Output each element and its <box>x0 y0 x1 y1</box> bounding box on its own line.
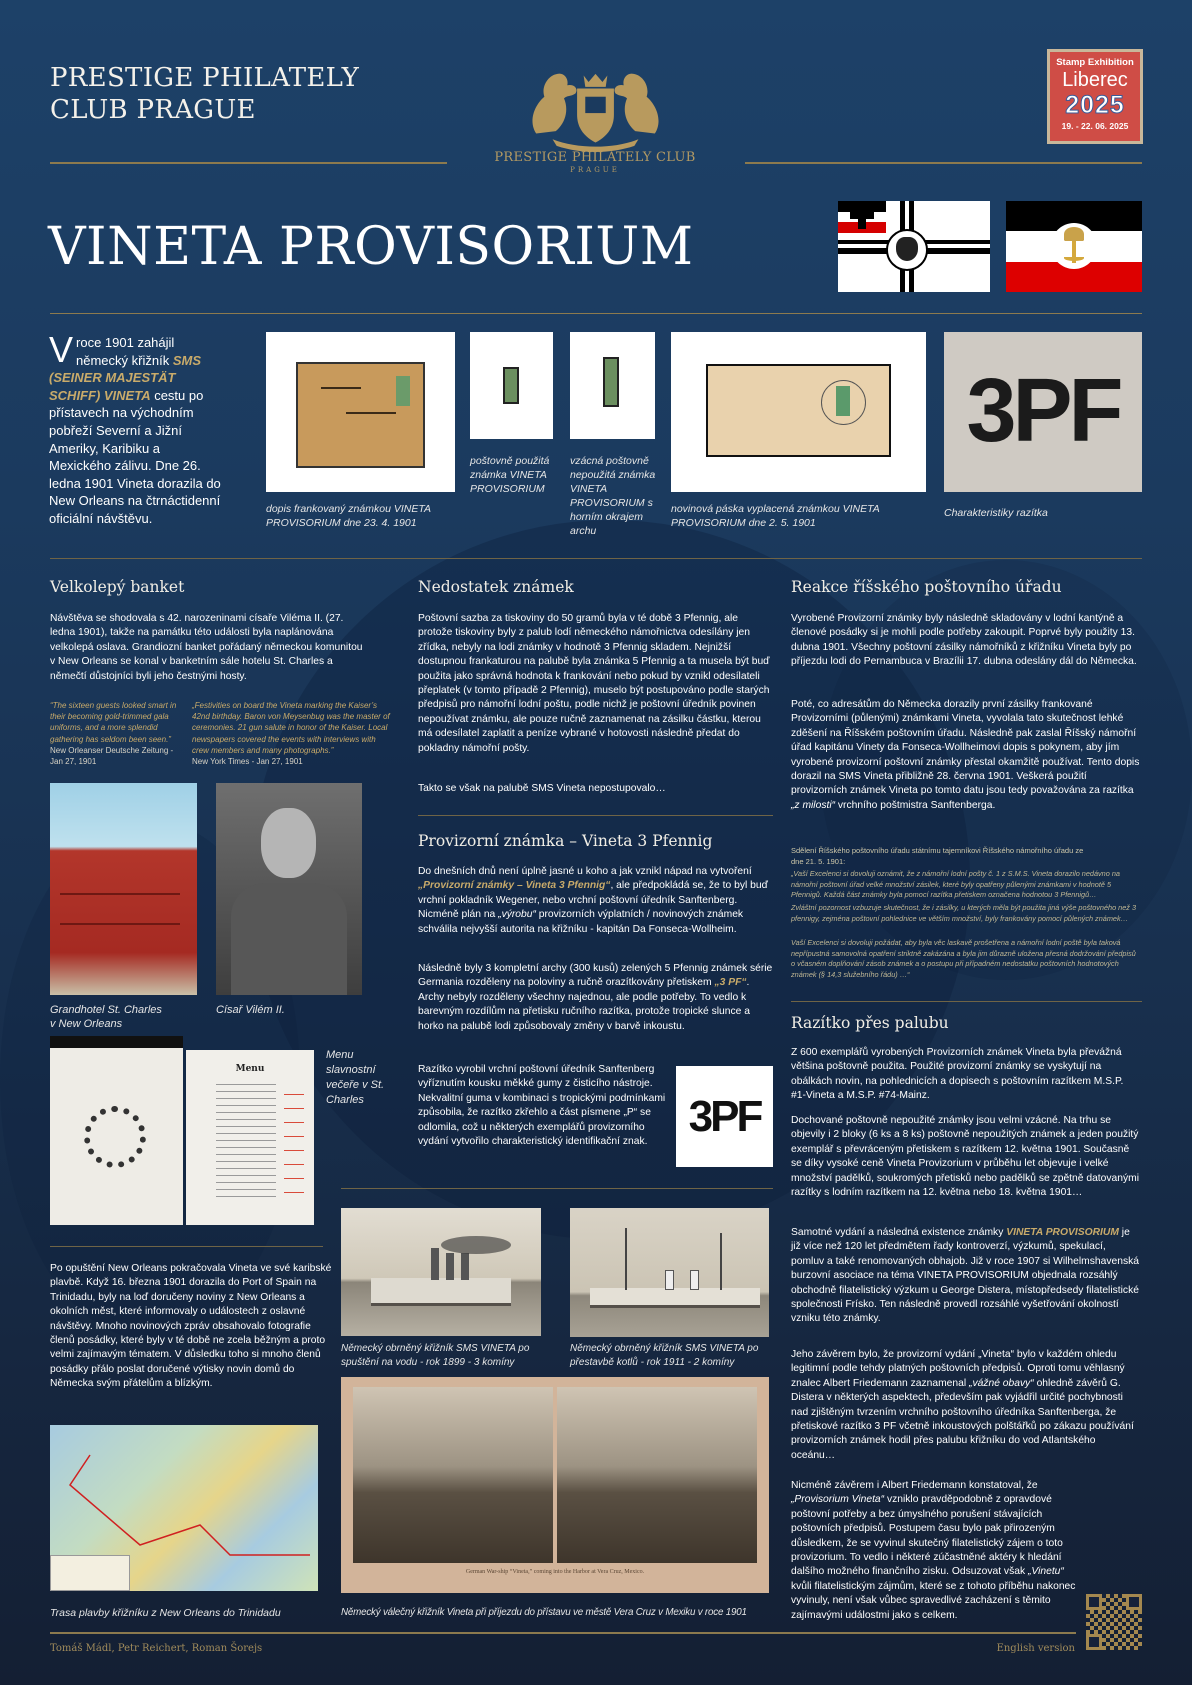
kaiser-caption: Císař Vilém II. <box>216 1004 285 1016</box>
provisional-p2-a: Následně byly 3 kompletní archy (300 kusů) zelených 5 Pfennig známek série Germania rozděleny na poloviny a ručně orazítkovány přetiskem <box>418 963 773 989</box>
menu-page-title: Menu <box>235 1064 265 1074</box>
menu-cover-image <box>50 1036 183 1225</box>
provisional-p1-highlight: „Provizorní známky – Vineta 3 Pfennig“ <box>418 880 611 892</box>
shortage-text: Poštovní sazba za tiskoviny do 50 gramů byla v té době 3 Pfennig, ale protože tiskoviny byly z palub lodí německého námořnictva odesílány jen zřídka, nebyly na lodi známky v hodnotě 3 Pfennig skladem. Nejnižší dostupnou frankaturou na palubě byla známka 5 Pfennig a ta musela být buď použita jako správná hodnota k frankování nebo pokud by vznikl odesílateli přeplatek (v tomto případě 2 Pfennig), muselo být postupováno podle starých předpisů pro námořní lodní poštu, podle nichž je poštovní úředník povinen nepoužívat známku, ale pouze ručně zaznamenat na zásilku částku, kterou má odesílatel zaplatit a peníze vybrané v hotovosti následně předat do pokladny námořní pošty. <box>418 613 770 754</box>
reaction-p2-a: Poté, co adresátům do Německa dorazily první zásilky frankované Provizorními (půlenými) známkami Vineta, vyvolala tato skutečnost lehké zděšení na Říšském poštovním úřadu. Následně pak zaslal Říšský námořní úřad kapitánu Vinety da Fonseca-Wollheimovi dopis s pokynem, aby jím vyrobené provizorní poštovní známky přestal okamžitě používat. Tento dopis dorazil na SMS Vineta přibližně 28. června 1901. Veškerá použití provizorních známek Vineta po tomto datu jsou tedy považována za razítka <box>791 699 1140 797</box>
overboard-p5-a: Nicméně závěrem i Albert Friedemann konstatoval, že <box>791 1480 1038 1491</box>
overboard-p5-b: vzniklo pravděpodobně z opravdové poštovní potřeby a bez úmyslného porušení stávajících poštovních předpisů. Postupem času bylo pak přirozeným důsledkem, že se vyvinul skutečný filatelistický zájem o toto provizorium. To vedlo i některé zúčastněné aktéry k hledání dalšího možného finančního zisku. Odsuzovat však <box>791 1494 1063 1578</box>
menu-caption: Menu slavnostní večeře v St. Charles <box>326 1049 385 1106</box>
footer-divider <box>50 1632 1076 1634</box>
overboard-text-3 <box>791 1226 1141 1327</box>
postmark-characteristics-image <box>944 332 1142 492</box>
shortage-text-2: Takto se však na palubě SMS Vineta nepostupovalo… <box>418 783 666 794</box>
badge-line1: Stamp Exhibition <box>1056 57 1134 68</box>
kaiser-wilhelm-portrait-image <box>216 783 362 995</box>
provisional-p2-highlight: „3 PF“ <box>714 977 747 989</box>
newspaper-wrapper-image <box>671 332 926 492</box>
shortage-heading: Nedostatek známek <box>418 578 574 596</box>
reaction-p2-b: vrchního poštmistra Sanftenberga. <box>835 799 996 811</box>
column1-divider <box>50 1246 323 1247</box>
badge-line2: Liberec <box>1062 69 1128 91</box>
intro-highlight: SMS (SEINER MAJESTÄT SCHIFF) VINETA <box>49 352 201 403</box>
hotel-st-charles-image <box>50 783 197 995</box>
gallery-caption-1: dopis frankovaný známkou VINETA PROVISORIUM dne 23. 4. 1901 <box>266 503 431 529</box>
gallery-caption-4: novinová páska vyplacená známkou VINETA PROVISORIUM dne 2. 5. 1901 <box>671 503 880 529</box>
badge-year: 2025 <box>1065 91 1125 119</box>
3pf-stamp-mark-image <box>676 1066 773 1167</box>
overboard-p3-highlight: VINETA PROVISORIUM <box>1006 1227 1119 1238</box>
column2-divider <box>418 815 773 816</box>
memo-paragraph-2: Zvláštní pozornost vzbuzuje skutečnost, že i zásilky, u kterých měla být použita jiná výše poštovného než 3 pfennigy, zejména poštovní pohlednice ve větším množství, byly frankovány pomocí půlených známek… <box>791 903 1137 923</box>
overboard-text-2: Dochované poštovně nepoužité známky jsou velmi vzácné. Na trhu se objevily i 2 bloky (6 ks a 8 ks) poštovně nepoužitých známek a jeden použitý exemplář s převráceným přetiskem s razítkem 12. května 1901. Současně se díky vysoké ceně Vineta Provizorium v průběhu let objevuje i velké množství padělků, soukromých přetisků nebo padělků se zpětně datovanými razítky s lodním razítkem na 12. května nebo 18. května 1901… <box>791 1115 1139 1199</box>
overboard-p4-b: ohledně závěrů G. Distera v některých aspektech, především pak vyjádřil určité pochybnosti nad zjištěným tvrzením vrchního poštovního úředníka Sanftenberga, že přetiskové razítko 3 PF včetně inkoustových polštářků po zákazu používání provizorních známek hodil přes palubu křižníku do vod Atlantského oceánu… <box>791 1377 1134 1461</box>
club-crest-logo-icon <box>503 64 688 154</box>
route-map-image <box>50 1425 318 1591</box>
vineta-1899-postcard-image <box>341 1208 541 1336</box>
provisional-text-3: Razítko vyrobil vrchní poštovní úředník Sanftenberg vyříznutím kousku měkké gumy z čisticího nástroje. Nekvalitní guma v kombinaci s tropickými podmínkami způsobila, že razítko zkřehlo a část písmene „P“ se odlomila, což u některých exemplářů provizorního vydání vytvořilo charakteristický identifikační znak. <box>418 1064 666 1148</box>
provisional-p1-c: provizorních výplatních / novinových známek schválila nejvyšší autorita na křižníku - kapitán Da Fonseca-Wollheim. <box>418 909 744 935</box>
cover-letter-image <box>266 332 455 492</box>
reaction-text-2 <box>791 698 1141 813</box>
qr-code-icon[interactable] <box>1086 1594 1142 1650</box>
hotel-caption: Grandhotel St. Charles v New Orleans <box>50 1004 162 1030</box>
stereo-card-label: German War-ship “Vineta,” coming into the Harbor at Vera Cruz, Mexico. <box>465 1569 645 1575</box>
header-divider-right <box>745 162 1142 164</box>
menu-page-image <box>186 1050 314 1225</box>
gallery-caption-5: Charakteristiky razítka <box>944 507 1048 519</box>
provisional-p1-a: Do dnešních dnů není úplně jasné u koho a jak vznikl nápad na vytvoření <box>418 866 752 877</box>
reaction-p2-em: „z milosti“ <box>791 799 836 811</box>
reaction-text-1: Vyrobené Provizorní známky byly následně skladovány v lodní kantýně a členové posádky si je mohli podle potřeby zakoupit. Poprvé byly použity 13. dubna 1901. Všechny poštovní zásilky námořníků z křižníku Vineta byly po příjezdu lodi do Pernambuca v Brazílii 17. dubna odeslány dál do Německa. <box>791 613 1137 668</box>
map-caption: Trasa plavby křižníku z New Orleans do Trinidadu <box>50 1607 281 1619</box>
vineta-1911-postcard-image <box>570 1208 769 1337</box>
postmark-3pf-text: 3PF <box>966 361 1120 461</box>
club-title <box>50 62 359 126</box>
overboard-p4-a: Jeho závěrem bylo, že provizorní vydání „Vineta“ bylo v každém ohledu legitimní podle tehdy platných poštovních předpisů. Oproti tomu věhlasný znalec Albert Friedemann zaznamenal <box>791 1349 1125 1389</box>
overboard-p4-em: „vážné obavy“ <box>969 1377 1034 1389</box>
overboard-p5-em2: „Vinetu“ <box>1027 1566 1064 1578</box>
voyage-text: Po opuštění New Orleans pokračovala Vineta ve své karibské plavbě. Když 16. března 1901 dorazila do Port of Spain na Trinidadu, byly na loď doručeny noviny z New Orleans a okolních měst, které informovaly o událostech z oslavné návštěvy. Mnoho novinových zpráv obsahovalo fotografie členů posádky, které byly v té době ne zcela běžným a proto velmi zajímavým tématem. V důsledku toho si mnoho členů posádky přálo poslat doručené výtisky novin domů do Německa svým přátelům a blízkým. <box>50 1263 332 1390</box>
vera-cruz-caption: Německý válečný křižník Vineta při příjezdu do přístavu ve městě Vera Cruz v Mexiku v roce 1901 <box>341 1607 747 1618</box>
column3-divider <box>791 1001 1142 1002</box>
overboard-p3-a: Samotné vydání a následná existence známky <box>791 1227 1007 1238</box>
memo-paragraph-3: Vaší Excelenci si dovoluji požádat, aby byla věc laskavě prošetřena a námořní lodní poště byla taková nepřípustná samovolná opatření striktně zakázána a byla jim důrazně uložena přesná dodržování předpisů o včasném doplňování zásob známek a o postupu při případném nedostatku poštovních hodnotových známek (§ 14,3 služebního řádu) …“ <box>791 938 1136 979</box>
provisional-p2-b: . Archy nebyly rozděleny všechny najednou, ale podle potřeby. To vedlo k barevným rozdílům na přetisku ručního razítka, protože tropické slunce a horko na palubě lodi způsobovaly změny v barvě inkoustu. <box>418 977 750 1032</box>
ship-1899-caption: Německý obrněný křižník SMS VINETA po spuštění na vodu - rok 1899 - 3 komíny <box>341 1343 530 1368</box>
badge-dates: 19. - 22. 06. 2025 <box>1061 121 1129 131</box>
provisional-p1-em: „výrobu“ <box>498 909 536 921</box>
unused-stamp-image <box>570 332 655 439</box>
club-title-line2: CLUB PRAGUE <box>50 95 256 125</box>
intro-text-b: cestu po přístavech na východním pobřeží Severní a Jižní Ameriky, Karibiku a Mexického zálivu. Dne 26. ledna 1901 Vineta dorazila do New Orleans na čtrnáctidenní oficiální návštěvu. <box>49 387 221 526</box>
exhibition-badge[interactable] <box>1047 49 1143 144</box>
provisional-text-2 <box>418 962 773 1034</box>
gallery-caption-3: vzácná poštovně nepoužitá známka VINETA PROVISORIUM s horním okrajem archu <box>570 455 656 537</box>
reichspost-ship-flag-icon <box>1006 201 1142 292</box>
intro-paragraph <box>49 329 221 528</box>
overboard-p5-c: kvůli filatelistickým zájmům, které se z tohoto příběhu nakonec vyvinuly, není však vůbec spravedlivé zacházení s těmito zajímavými událostmi jako s celkem. <box>791 1580 1076 1621</box>
provisional-text-1 <box>418 865 773 937</box>
title-divider <box>50 313 1142 314</box>
ship-1911-caption: Německý obrněný křižník SMS VINETA po přestavbě kotlů - rok 1911 - 2 komíny <box>570 1343 759 1368</box>
3pf-stamp-mark-text: 3PF <box>688 1092 761 1141</box>
english-version-link[interactable]: English version <box>996 1643 1075 1654</box>
overboard-text-1: Z 600 exemplářů vyrobených Provizorních známek Vineta byla převážná většina poštovně použita. Použité provizorní známky se vyskytují na obálkách novin, na pohlednicích a dopisech s poštovním razítkem M.S.P. #1-Vineta a M.S.P. #74-Mainz. <box>791 1047 1124 1102</box>
memo-paragraph-1: „Vaší Excelenci si dovoluji oznámit, že z námořní lodní pošty č. 1 z S.M.S. Vineta dorazilo nedávno na námořní poštovní úřad velké množství zásilek, které byly opatřeny půlenými známkami v hodnotě 5 Pfennigů. Každá část známky byla pomocí razítka přetiskem označena hodnotou 3 Pfennigů… <box>791 869 1120 900</box>
memo-heading: Sdělení Říšského poštovního úřadu státnímu tajemníkovi Říšského námořního úřadu ze dne 21. 5. 1901: <box>791 846 1084 866</box>
banquet-quote-1: “The sixteen guests looked smart in their becoming gold-trimmed gala uniforms, and a more splendid gathering has seldom been seen.” <box>50 701 177 744</box>
banquet-quote-1-source: New Orleanser Deutsche Zeitung - Jan 27, 1901 <box>50 746 174 767</box>
banquet-quote-2-source: New York Times - Jan 27, 1901 <box>192 757 303 766</box>
reaction-heading: Reakce říšského poštovního úřadu <box>791 578 1062 596</box>
banquet-quote-2: „Festivities on board the Vineta marking the Kaiser’s 42nd birthday. Baron von Meysenbug was the master of ceremonies. 21 gun salute in honor of the Kaiser. Local newspapers covered the events with interviews with crew members and many photographs.” <box>192 701 390 755</box>
logo-subtext: PRAGUE <box>570 166 620 174</box>
drop-cap: V <box>49 329 74 370</box>
footer-authors: Tomáš Mádl, Petr Reichert, Roman Šorejs <box>50 1643 263 1654</box>
page-title: VINETA PROVISORIUM <box>48 217 694 277</box>
club-title-line1: PRESTIGE PHILATELY <box>50 63 360 93</box>
overboard-heading: Razítko přes palubu <box>791 1014 949 1032</box>
imperial-war-ensign-flag-icon <box>838 201 990 292</box>
overboard-p5-em1: „Provisorium Vineta“ <box>791 1494 885 1506</box>
provisional-heading: Provizorní známka – Vineta 3 Pfennig <box>418 832 713 850</box>
overboard-p3-b: je již více než 120 let předmětem řady kontroverzí, výzkumů, spekulací, pomluv a také renomovaných obhajob. Již v roce 1907 si Wilhelmshavenská burzovní asociace na téma VINETA PROVISORIUM objednala rozsáhlý obchodně filatelistický výzkum u George Distera, místopředsedy filatelistické společnosti Frísko. Ten následně provedl rozsáhlé vyšetřování okolností vzniku této známky. <box>791 1227 1139 1325</box>
vera-cruz-stereo-card-image <box>341 1377 769 1593</box>
overboard-text-4 <box>791 1348 1141 1463</box>
column2-divider-2 <box>341 1188 773 1189</box>
section-divider <box>50 558 1142 559</box>
banquet-text: Návštěva se shodovala s 42. narozeninami císaře Viléma II. (27. ledna 1901), takže na památku této události byla naplánována velkolepá oslava. Grandiozní banket pořádaný německou komunitou v New Orleans se konal v banketním sále hotelu St. Charles a němečtí důstojníci byli jeho čestnými hosty. <box>50 613 363 682</box>
banquet-heading: Velkolepý banket <box>50 578 185 596</box>
used-stamp-image <box>470 332 553 439</box>
header-divider-left <box>50 162 447 164</box>
logo-text: PRESTIGE PHILATELY CLUB <box>494 150 696 165</box>
intro-text-a: roce 1901 zahájil německý křižník <box>76 335 175 368</box>
overboard-text-5 <box>791 1479 1081 1623</box>
provisional-p1-b: , ale předpokládá se, že to byl buď vrchní pokladník Wegener, nebo vrchní poštovní úředník Sanftenberg. Nicméně plán na <box>418 880 768 921</box>
gallery-caption-2: poštovně použitá známka VINETA PROVISORIUM <box>470 455 550 495</box>
